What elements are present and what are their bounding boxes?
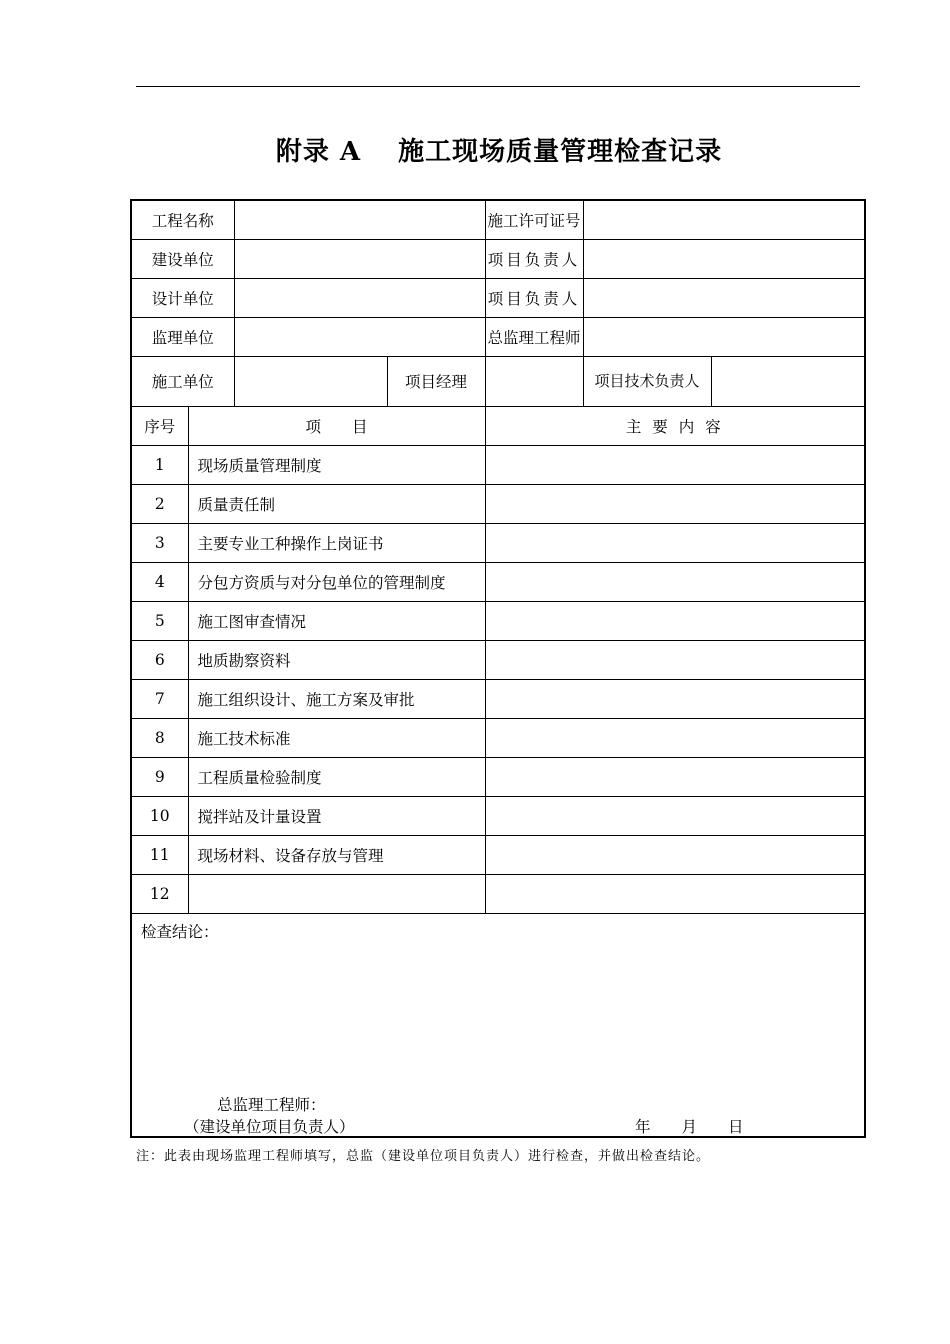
table-row bbox=[131, 718, 865, 757]
table-row bbox=[131, 445, 865, 484]
pm-label: 项目经理 bbox=[387, 356, 485, 406]
row-content-field[interactable] bbox=[485, 640, 865, 679]
project-name-label: 工程名称 bbox=[131, 200, 234, 239]
tech-lead-field[interactable] bbox=[711, 356, 865, 406]
contractor-label: 施工单位 bbox=[131, 356, 234, 406]
row-content-field[interactable] bbox=[485, 757, 865, 796]
page-title: 附录 A 施工现场质量管理检查记录 bbox=[275, 137, 723, 167]
row-content-field[interactable] bbox=[485, 562, 865, 601]
row-item: 现场质量管理制度 bbox=[188, 445, 485, 484]
row-no: 3 bbox=[131, 523, 188, 562]
row-no: 11 bbox=[131, 835, 188, 874]
row-no: 1 bbox=[131, 445, 188, 484]
table-row bbox=[131, 679, 865, 718]
row-item bbox=[188, 874, 485, 913]
designer-field[interactable] bbox=[234, 278, 485, 317]
builder-field[interactable] bbox=[234, 239, 485, 278]
row-no: 9 bbox=[131, 757, 188, 796]
table-row bbox=[131, 835, 865, 874]
row-no: 5 bbox=[131, 601, 188, 640]
row-item: 搅拌站及计量设置 bbox=[188, 796, 485, 835]
row-content-field[interactable] bbox=[485, 679, 865, 718]
pm-field[interactable] bbox=[485, 356, 583, 406]
conclusion-label: 检查结论： bbox=[141, 922, 219, 941]
sign-date: 年 月 日 bbox=[635, 1117, 744, 1136]
permit-label: 施工许可证号 bbox=[485, 200, 583, 239]
row-content-field[interactable] bbox=[485, 796, 865, 835]
row-item: 施工技术标准 bbox=[188, 718, 485, 757]
builder-owner-label: 项目负责人 bbox=[485, 239, 583, 278]
row-no: 2 bbox=[131, 484, 188, 523]
table-row bbox=[131, 796, 865, 835]
designer-owner-label: 项目负责人 bbox=[485, 278, 583, 317]
table-row bbox=[131, 484, 865, 523]
chief-supervisor-label: 总监理工程师 bbox=[485, 317, 583, 356]
header-rule bbox=[136, 86, 860, 87]
contractor-field[interactable] bbox=[234, 356, 387, 406]
inspection-record-table bbox=[130, 199, 866, 1138]
permit-field[interactable] bbox=[583, 200, 865, 239]
row-item: 施工组织设计、施工方案及审批 bbox=[188, 679, 485, 718]
conclusion-cell[interactable] bbox=[131, 913, 865, 1137]
builder-label: 建设单位 bbox=[131, 239, 234, 278]
row-content-field[interactable] bbox=[485, 874, 865, 913]
row-item: 现场材料、设备存放与管理 bbox=[188, 835, 485, 874]
designer-label: 设计单位 bbox=[131, 278, 234, 317]
chief-supervisor-sign-label: 总监理工程师： bbox=[217, 1095, 326, 1114]
row-item: 分包方资质与对分包单位的管理制度 bbox=[188, 562, 485, 601]
row-no: 12 bbox=[131, 874, 188, 913]
row-no: 6 bbox=[131, 640, 188, 679]
table-row bbox=[131, 757, 865, 796]
table-row bbox=[131, 601, 865, 640]
row-content-field[interactable] bbox=[485, 718, 865, 757]
row-item: 施工图审查情况 bbox=[188, 601, 485, 640]
row-item: 质量责任制 bbox=[188, 484, 485, 523]
supervisor-field[interactable] bbox=[234, 317, 485, 356]
col-header-item: 项 目 bbox=[188, 406, 485, 445]
table-row bbox=[131, 562, 865, 601]
table-row bbox=[131, 640, 865, 679]
col-header-content: 主 要 内 容 bbox=[485, 406, 865, 445]
tech-lead-label: 项目技术负责人 bbox=[583, 356, 711, 406]
row-no: 7 bbox=[131, 679, 188, 718]
row-item: 工程质量检验制度 bbox=[188, 757, 485, 796]
builder-owner-field[interactable] bbox=[583, 239, 865, 278]
supervisor-label: 监理单位 bbox=[131, 317, 234, 356]
table-row bbox=[131, 874, 865, 913]
row-item: 地质勘察资料 bbox=[188, 640, 485, 679]
chief-supervisor-field[interactable] bbox=[583, 317, 865, 356]
row-no: 8 bbox=[131, 718, 188, 757]
row-content-field[interactable] bbox=[485, 484, 865, 523]
col-header-no: 序号 bbox=[131, 406, 188, 445]
row-content-field[interactable] bbox=[485, 445, 865, 484]
row-content-field[interactable] bbox=[485, 601, 865, 640]
footnote: 注：此表由现场监理工程师填写，总监（建设单位项目负责人）进行检查，并做出检查结论。 bbox=[136, 1149, 711, 1164]
row-no: 4 bbox=[131, 562, 188, 601]
designer-owner-field[interactable] bbox=[583, 278, 865, 317]
row-item: 主要专业工种操作上岗证书 bbox=[188, 523, 485, 562]
row-no: 10 bbox=[131, 796, 188, 835]
builder-owner-sign-label: （建设单位项目负责人） bbox=[184, 1117, 355, 1136]
row-content-field[interactable] bbox=[485, 523, 865, 562]
project-name-field[interactable] bbox=[234, 200, 485, 239]
table-row bbox=[131, 523, 865, 562]
row-content-field[interactable] bbox=[485, 835, 865, 874]
